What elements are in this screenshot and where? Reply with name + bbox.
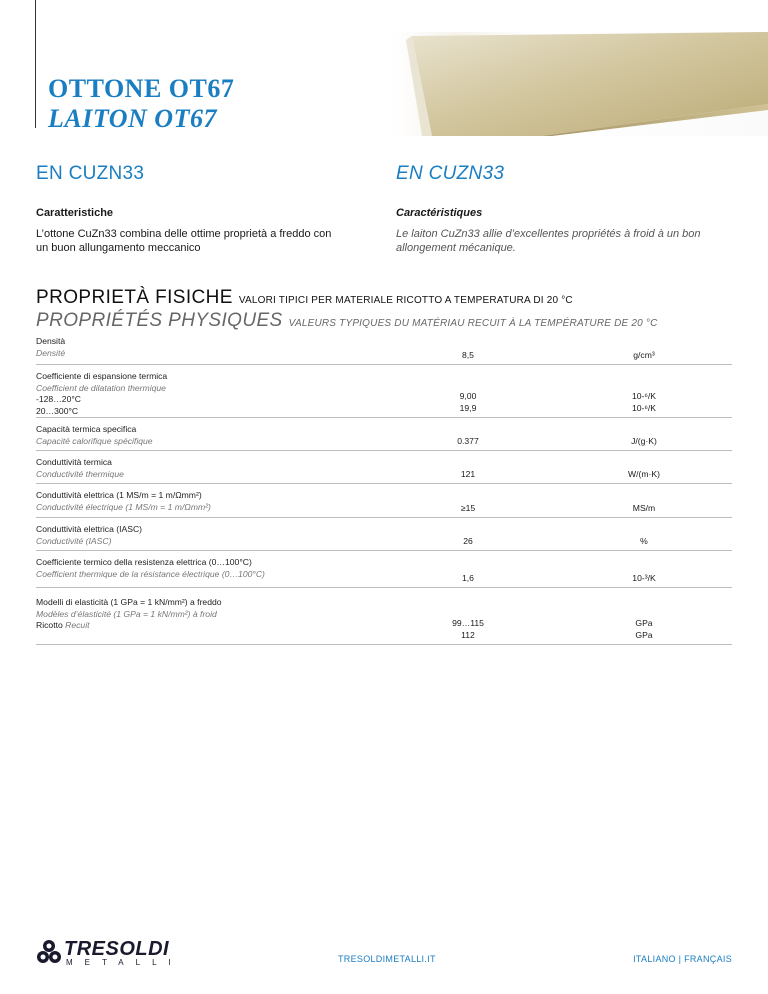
property-values (400, 436, 732, 448)
brass-sheet-photo (392, 32, 768, 136)
characteristics-text-italian: L’ottone CuZn33 combina delle ottime proprietà a freddo con un buon allungamento meccanico (36, 228, 332, 254)
title-rule (35, 0, 36, 128)
characteristics-text-french: Le laiton CuZn33 allie d’excellentes propriétés à froid à un bon allongement mécanique. (396, 228, 701, 254)
property-row-resistance-coefficient (36, 551, 732, 588)
property-row-heat-capacity (36, 418, 732, 451)
standard-french: EN CUZN33 (396, 163, 505, 184)
label-fr: Conductivité (IASC) (36, 535, 112, 546)
unit: GPa (635, 629, 653, 640)
properties-table (36, 334, 732, 645)
property-values (400, 573, 732, 585)
section-title-french (36, 310, 658, 332)
logo-subtitle: METALLI (66, 958, 183, 967)
property-row-conductivity-iasc (36, 518, 732, 551)
languages-label: ITALIANO | FRANÇAIS (633, 954, 732, 964)
characteristics-heading-french: Caractéristiques (396, 207, 483, 219)
unit: 10-⁶/K (631, 402, 657, 413)
logo-name: TRESOLDI (64, 938, 170, 960)
standard-italian: EN CUZN33 (36, 163, 145, 184)
label-it: Capacità termica specifica (36, 424, 137, 434)
section-subtitle-it: VALORI TIPICI PER MATERIALE RICOTTO A TEMPERATURA DI 20 °C (238, 295, 573, 306)
property-values (400, 503, 732, 515)
property-row-density (36, 334, 732, 365)
label-fr: Modèles d’élasticité (1 GPa = 1 kN/mm²) à froid (36, 608, 217, 619)
title-french: LAITON OT67 (48, 104, 217, 133)
label-fr: Capacité calorifique spécifique (36, 435, 153, 446)
unit: 10-³/K (632, 572, 656, 583)
value: 19,9 (459, 402, 477, 413)
label-fr: Densité (36, 347, 66, 358)
value: 99…115 (452, 618, 484, 628)
value: 26 (463, 535, 473, 546)
tresoldi-logo (36, 937, 183, 971)
property-values (400, 618, 732, 641)
label-it: Conduttività termica (36, 457, 112, 467)
property-row-electrical-conductivity (36, 484, 732, 518)
label-it: Coefficiente termico della resistenza elettrica (0…100°C) (36, 557, 252, 567)
label-it: Coefficiente di espansione termica (36, 371, 168, 381)
property-values (400, 469, 732, 481)
brass-sheet-image (392, 32, 768, 136)
title-italian: OTTONE OT67 (48, 74, 235, 103)
label-fr: Conductivité thermique (36, 468, 124, 479)
annealed-fr: Recuit (65, 620, 90, 630)
value: 1,6 (462, 572, 474, 583)
range-1: -128…20°C (36, 394, 81, 404)
value: 0.377 (457, 435, 479, 446)
unit: 10-⁶/K (631, 391, 657, 401)
label-it: Conduttività elettrica (1 MS/m = 1 m/Ωmm²) (36, 490, 202, 500)
label-fr: Coefficient thermique de la résistance électrique (0…100°C) (36, 568, 265, 579)
characteristics-heading-italian: Caratteristiche (36, 207, 114, 219)
value: 8,5 (462, 349, 474, 360)
section-title-italian (36, 287, 573, 309)
value: ≥15 (460, 502, 476, 513)
property-row-elasticity (36, 588, 732, 645)
section-subtitle-fr: VALEURS TYPIQUES DU MATÉRIAU RECUIT À LA TEMPÉRATURE DE 20 °C (288, 318, 658, 329)
property-row-thermal-expansion (36, 365, 732, 418)
property-row-thermal-conductivity (36, 451, 732, 484)
section-title-it: PROPRIETÀ FISICHE (36, 287, 233, 308)
label-it: Densità (36, 336, 66, 346)
value: 112 (461, 629, 475, 640)
annealed-it: Ricotto (36, 620, 63, 630)
label-fr: Coefficient de dilatation thermique (36, 382, 166, 393)
property-values (400, 536, 732, 548)
unit: % (640, 535, 648, 546)
property-values (400, 391, 732, 414)
section-title-fr: PROPRIÉTÉS PHYSIQUES (36, 310, 283, 331)
unit: W/(m·K) (628, 468, 660, 479)
label-it: Conduttività elettrica (IASC) (36, 524, 143, 534)
value: 121 (460, 468, 476, 479)
unit: J/(g·K) (631, 435, 657, 446)
range-2: 20…300°C (36, 405, 79, 416)
label-it: Modelli di elasticità (1 GPa = 1 kN/mm²) a freddo (36, 597, 222, 607)
value: 9,00 (459, 391, 477, 401)
unit: MS/m (632, 502, 656, 513)
website-link[interactable]: TRESOLDIMETALLI.IT (338, 954, 436, 964)
unit: g/cm³ (633, 349, 655, 360)
logo-emblem-icon (36, 937, 62, 969)
property-values (400, 350, 732, 362)
label-fr: Conductivité électrique (1 MS/m = 1 m/Ωmm²) (36, 501, 211, 512)
unit: GPa (635, 618, 653, 628)
